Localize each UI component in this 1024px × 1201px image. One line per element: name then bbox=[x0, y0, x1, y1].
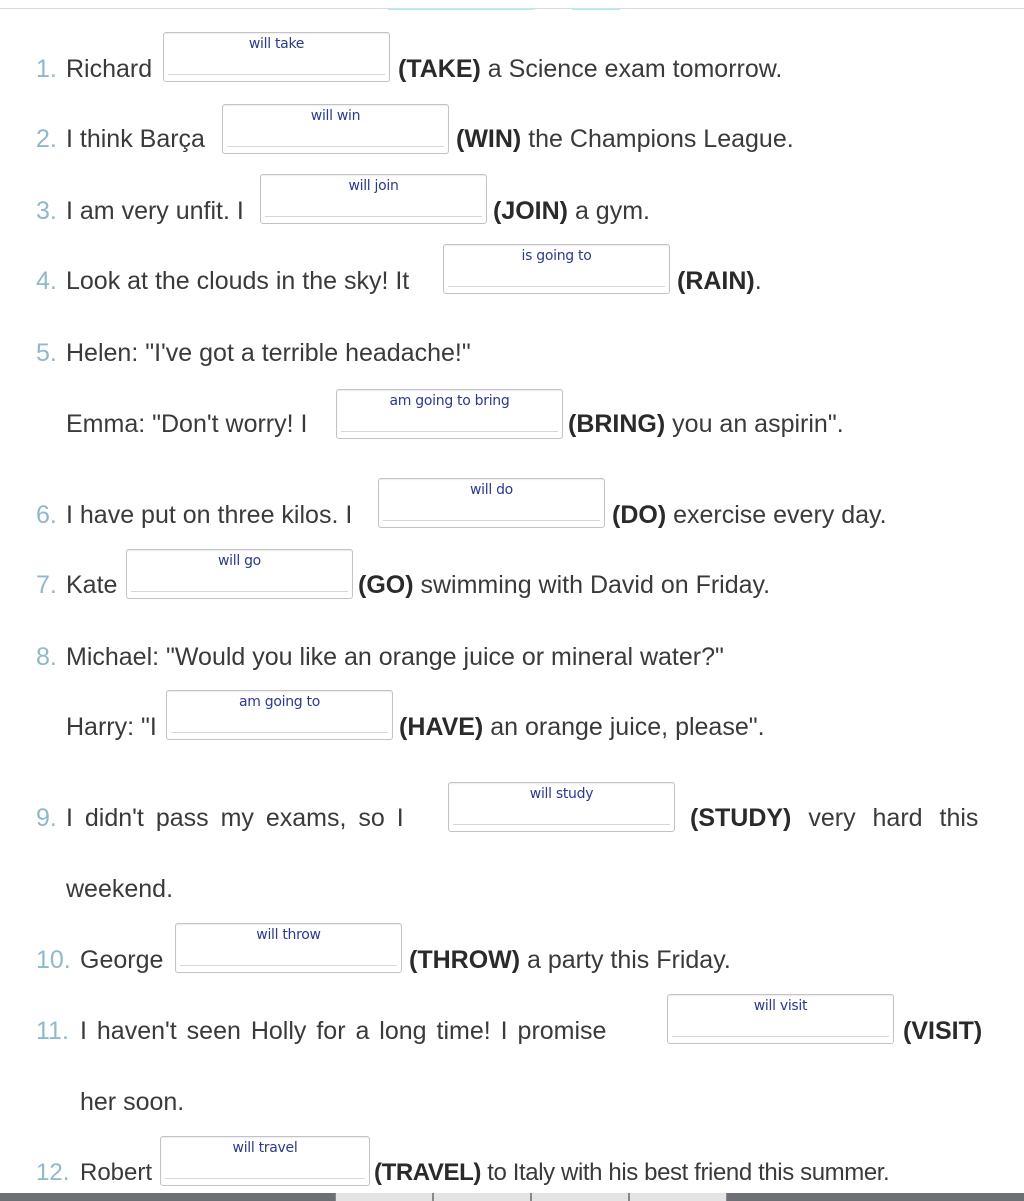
item-text-tail: a Science exam tomorrow. bbox=[480, 55, 783, 83]
item-number: 7. bbox=[36, 571, 57, 599]
item-text-tail: a gym. bbox=[568, 197, 650, 225]
item-text-before: Harry: "I bbox=[66, 713, 157, 741]
answer-field-12[interactable] bbox=[160, 1136, 370, 1186]
answer-field-4[interactable] bbox=[443, 244, 670, 294]
toolbar-tab[interactable] bbox=[531, 1193, 629, 1201]
bottom-toolbar bbox=[0, 1193, 1024, 1201]
field-underline bbox=[165, 1178, 365, 1179]
item-text-after bbox=[358, 570, 770, 600]
field-underline bbox=[453, 824, 670, 825]
answer-value: will take bbox=[248, 36, 305, 52]
verb-prompt: (THROW) bbox=[409, 946, 521, 974]
item-text-before: I have put on three kilos. I bbox=[66, 501, 353, 529]
item-text-before: Robert bbox=[80, 1159, 153, 1186]
answer-field-1[interactable] bbox=[163, 32, 390, 82]
item-text-after bbox=[398, 54, 782, 84]
item-text-tail: to Italy with his best friend this summer. bbox=[481, 1159, 890, 1186]
item-number: 10. bbox=[36, 946, 71, 974]
verb-prompt: (VISIT) bbox=[903, 1017, 983, 1045]
item-text-before: Richard bbox=[66, 55, 153, 83]
field-underline bbox=[448, 286, 665, 287]
answer-value: will go bbox=[218, 553, 261, 569]
item-text-after bbox=[374, 1158, 889, 1188]
item-text-before: Kate bbox=[66, 571, 118, 599]
field-underline bbox=[180, 965, 397, 966]
item-text-tail: a party this Friday. bbox=[520, 946, 731, 974]
field-underline bbox=[383, 520, 600, 521]
answer-value: will travel bbox=[232, 1140, 298, 1156]
answer-value: am going to bring bbox=[389, 393, 510, 409]
item-number: 12. bbox=[36, 1159, 70, 1186]
item-text-tail: you an aspirin". bbox=[665, 410, 844, 438]
answer-field-11[interactable] bbox=[667, 994, 894, 1044]
field-underline bbox=[265, 216, 482, 217]
top-divider-accent bbox=[572, 8, 620, 10]
answer-field-6[interactable] bbox=[378, 478, 605, 528]
answer-value: will join bbox=[348, 178, 399, 194]
item-text-tail: exercise every day. bbox=[666, 501, 887, 529]
item-number: 6. bbox=[36, 501, 57, 529]
item-text-continuation: weekend. bbox=[66, 875, 174, 903]
verb-prompt: (TRAVEL) bbox=[374, 1159, 482, 1186]
item-text-after bbox=[612, 500, 887, 530]
item-dialogue-line: Michael: "Would you like an orange juice or mineral water?" bbox=[66, 643, 724, 671]
answer-field-5[interactable] bbox=[336, 389, 563, 439]
item-text-before: I am very unfit. I bbox=[66, 197, 244, 225]
item-text-after bbox=[690, 803, 978, 833]
toolbar-tab[interactable] bbox=[335, 1193, 433, 1201]
answer-value: will throw bbox=[256, 927, 321, 943]
field-underline bbox=[227, 146, 444, 147]
item-text-before: Emma: "Don't worry! I bbox=[66, 410, 308, 438]
item-text-before: George bbox=[80, 946, 164, 974]
toolbar-tab[interactable] bbox=[433, 1193, 531, 1201]
item-number: 11. bbox=[36, 1017, 69, 1045]
item-text-after bbox=[568, 409, 844, 439]
item-text-before: I think Barça bbox=[66, 125, 205, 153]
item-number: 9. bbox=[36, 804, 57, 832]
answer-field-2[interactable] bbox=[222, 104, 449, 154]
item-number: 1. bbox=[36, 55, 57, 83]
verb-prompt: (STUDY) bbox=[690, 804, 792, 832]
item-text-after bbox=[409, 945, 731, 975]
field-underline bbox=[168, 74, 385, 75]
item-number: 8. bbox=[36, 643, 57, 671]
item-text-after bbox=[456, 124, 794, 154]
field-underline bbox=[131, 591, 348, 592]
verb-prompt: (WIN) bbox=[456, 125, 522, 153]
item-text-tail: an orange juice, please". bbox=[483, 713, 765, 741]
verb-prompt: (HAVE) bbox=[399, 713, 484, 741]
answer-field-3[interactable] bbox=[260, 174, 487, 224]
item-text-after bbox=[493, 196, 650, 226]
answer-value: am going to bbox=[239, 694, 320, 710]
item-number: 3. bbox=[36, 197, 57, 225]
field-underline bbox=[341, 431, 558, 432]
field-underline bbox=[672, 1036, 889, 1037]
field-underline bbox=[171, 732, 388, 733]
item-text-after bbox=[903, 1016, 982, 1046]
answer-value: is going to bbox=[521, 248, 592, 264]
item-text-before: I didn't pass my exams, so I bbox=[66, 804, 404, 832]
item-dialogue-line: Helen: "I've got a terrible headache!" bbox=[66, 339, 471, 367]
verb-prompt: (GO) bbox=[358, 571, 414, 599]
answer-field-7[interactable] bbox=[126, 549, 353, 599]
item-text-before: Look at the clouds in the sky! It bbox=[66, 267, 410, 295]
answer-field-10[interactable] bbox=[175, 923, 402, 973]
item-text-tail: the Champions League. bbox=[521, 125, 794, 153]
toolbar-tab[interactable] bbox=[629, 1193, 727, 1201]
item-number: 2. bbox=[36, 125, 57, 153]
top-divider-accent bbox=[388, 8, 534, 10]
item-text-tail: swimming with David on Friday. bbox=[413, 571, 771, 599]
item-text-continuation: her soon. bbox=[80, 1088, 185, 1116]
item-text-tail: . bbox=[754, 267, 762, 295]
answer-field-8[interactable] bbox=[166, 690, 393, 740]
item-text-after bbox=[677, 266, 762, 296]
verb-prompt: (JOIN) bbox=[493, 197, 568, 225]
item-number: 4. bbox=[36, 267, 57, 295]
answer-value: will study bbox=[529, 786, 594, 802]
answer-value: will win bbox=[310, 108, 361, 124]
verb-prompt: (RAIN) bbox=[677, 267, 755, 295]
answer-value: will visit bbox=[753, 998, 808, 1014]
item-text-tail: very hard this bbox=[791, 804, 979, 832]
item-text-before: I haven't seen Holly for a long time! I promise bbox=[80, 1017, 607, 1045]
answer-value: will do bbox=[470, 482, 513, 498]
verb-prompt: (BRING) bbox=[568, 410, 666, 438]
verb-prompt: (TAKE) bbox=[398, 55, 481, 83]
answer-field-9[interactable] bbox=[448, 782, 675, 832]
item-text-after bbox=[399, 712, 765, 742]
item-number: 5. bbox=[36, 339, 57, 367]
verb-prompt: (DO) bbox=[612, 501, 667, 529]
